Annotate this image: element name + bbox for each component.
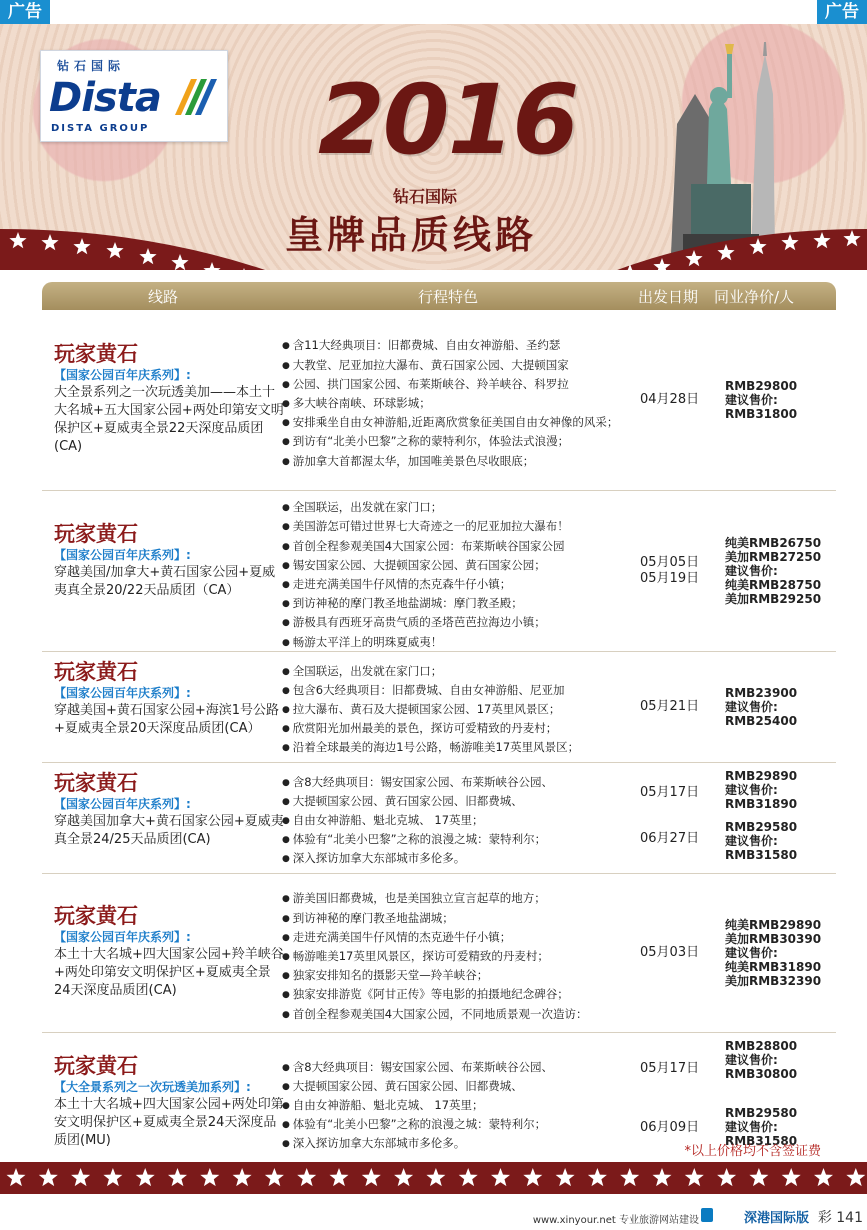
feature-item: ● 包含6大经典项目：旧都费城、自由女神游船、尼亚加 xyxy=(282,681,677,700)
hero-banner xyxy=(0,24,867,270)
feature-item: ● 全国联运，出发就在家门口； xyxy=(282,498,677,517)
table-row xyxy=(42,652,836,763)
price-line: 建议售价: xyxy=(725,1119,778,1134)
band-star-icon xyxy=(200,1168,219,1186)
page-footer xyxy=(0,1200,867,1230)
price-line: RMB25400 xyxy=(725,714,798,728)
band-star-icon xyxy=(394,1168,413,1186)
route-description: 本土十大名城+四大国家公园+羚羊峡谷+两处印第安文明保护区+夏威夷全景24天深度品质团(CA) xyxy=(54,947,284,998)
route-table xyxy=(42,282,836,1174)
band-star-icon xyxy=(426,1168,445,1186)
price-line: 美加RMB32390 xyxy=(725,974,822,988)
features-cell xyxy=(282,1058,677,1154)
feature-item: ● 公园、拱门国家公园、布莱斯峡谷、羚羊峡谷、科罗拉 xyxy=(282,375,677,394)
feature-item: ● 游加拿大首都渥太华，加国唯美景色尽收眼底； xyxy=(282,452,677,471)
table-row xyxy=(42,310,836,491)
price-cell xyxy=(725,686,835,728)
feature-item: ● 畅游太平洋上的明珠夏威夷！ xyxy=(282,633,677,652)
date-cell xyxy=(640,945,705,961)
price-line: 美加RMB27250 xyxy=(725,550,822,564)
logo-subtitle: DISTA GROUP xyxy=(51,123,150,134)
route-series: 【国家公园百年庆系列】: xyxy=(54,368,191,382)
departure-date: 05月17日 xyxy=(640,785,700,800)
band-star-icon xyxy=(620,1168,639,1186)
star-ribbon xyxy=(0,229,867,270)
price-line: 建议售价: xyxy=(725,783,778,797)
price-line: 美加RMB30390 xyxy=(725,932,822,946)
band-star-icon xyxy=(749,1168,768,1186)
departure-date: 05月05日 xyxy=(640,555,700,570)
feature-item: ● 游美国旧都费城，也是美国独立宣言起草的地方； xyxy=(282,889,677,908)
band-star-icon xyxy=(814,1168,833,1186)
route-cell xyxy=(54,904,286,1000)
band-star-icon xyxy=(168,1168,187,1186)
route-description: 大全景系列之一次玩透美加——本土十大名城+五大国家公园+两处印第安文明保护区+夏威夷全景22天深度品质团(CA) xyxy=(54,385,284,454)
feature-item: ● 独家安排游览《阿甘正传》等电影的拍摄地纪念碑谷； xyxy=(282,985,677,1004)
feature-item: ● 沿着全球最美的海边1号公路，畅游唯美17英里风景区； xyxy=(282,738,677,757)
statue-of-liberty-icon xyxy=(647,34,797,254)
features-cell xyxy=(282,662,677,758)
departure-date: 05月21日 xyxy=(640,699,700,714)
price-line: RMB29800 xyxy=(725,379,798,393)
price-line: RMB31800 xyxy=(725,407,798,421)
band-star-icon xyxy=(265,1168,284,1186)
route-cell xyxy=(54,660,286,738)
table-header xyxy=(42,282,836,310)
ad-label-right: 广告 xyxy=(817,0,867,24)
feature-item: ● 体验有“北美小巴黎”之称的浪漫之城：蒙特利尔； xyxy=(282,830,677,849)
feature-item: ● 大提顿国家公园、黄石国家公园、旧都费城、 xyxy=(282,1077,677,1096)
departure-date: 05月17日 xyxy=(640,1061,700,1076)
price-line: RMB29580 xyxy=(725,820,798,835)
features-cell xyxy=(282,336,677,470)
price-line: RMB31890 xyxy=(725,797,798,811)
price-cell xyxy=(725,918,835,988)
route-cell xyxy=(54,1054,286,1150)
price-line: RMB23900 xyxy=(725,686,798,700)
footer-edition: 深港国际版 xyxy=(743,1211,809,1226)
route-cell xyxy=(54,771,286,849)
feature-item: ● 全国联运，出发就在家门口； xyxy=(282,662,677,681)
date-cell xyxy=(640,392,705,408)
banner-slogan: 皇牌品质线路 xyxy=(285,213,538,257)
feature-item: ● 拉大瀑布、黄石及大提顿国家公园、17英里风景区； xyxy=(282,700,677,719)
price-line: 纯美RMB29890 xyxy=(725,918,822,932)
route-title: 玩家黄石 xyxy=(54,1054,138,1078)
price-cell xyxy=(725,763,835,873)
band-star-icon xyxy=(523,1168,542,1186)
header-features: 行程特色 xyxy=(418,288,479,306)
feature-item: ● 到访神秘的摩门教圣地盐湖城：摩门教圣殿； xyxy=(282,594,677,613)
feature-item: ● 深入探访加拿大东部城市多伦多。 xyxy=(282,849,677,868)
route-cell xyxy=(54,342,286,456)
feature-item: ● 自由女神游船、魁北克城、 17英里； xyxy=(282,1096,677,1115)
band-star-icon xyxy=(103,1168,122,1186)
feature-item: ● 锡安国家公园、大提顿国家公园、黄石国家公园； xyxy=(282,556,677,575)
route-title: 玩家黄石 xyxy=(54,660,138,684)
price-line: RMB31580 xyxy=(725,1133,798,1148)
header-price: 同业净价/人 xyxy=(714,288,795,306)
feature-item: ● 首创全程参观美国4大国家公园，不同地质景观一次造访： xyxy=(282,1005,677,1024)
band-star-icon xyxy=(136,1168,155,1186)
route-description: 穿越美国+黄石国家公园+海滨1号公路+夏威夷全景20天深度品质团(CA） xyxy=(54,703,280,736)
route-description: 本土十大名城+四大国家公园+两处印第安文明保护区+夏威夷全景24天深度品质团(MU) xyxy=(54,1097,284,1148)
feature-item: ● 畅游唯美17英里风景区，探访可爱精致的丹麦村； xyxy=(282,947,677,966)
page-number: 彩 141 xyxy=(817,1210,863,1226)
feature-item: ● 自由女神游船、魁北克城、 17英里； xyxy=(282,811,677,830)
band-star-icon xyxy=(233,1168,252,1186)
price-line: 建议售价: xyxy=(725,834,778,849)
price-cell xyxy=(725,536,835,606)
feature-item: ● 体验有“北美小巴黎”之称的浪漫之城：蒙特利尔； xyxy=(282,1115,677,1134)
feature-item: ● 大教堂、尼亚加拉大瀑布、黄石国家公园、大提顿国家 xyxy=(282,356,677,375)
route-description: 穿越美国/加拿大+黄石国家公园+夏威夷真全景20/22天品质团（CA） xyxy=(54,565,276,598)
feature-item: ● 美国游怎可错过世界七大奇迹之一的尼亚加拉大瀑布！ xyxy=(282,517,677,536)
route-title: 玩家黄石 xyxy=(54,342,138,366)
route-series: 【大全景系列之一次玩透美加系列】: xyxy=(54,1080,251,1094)
price-line: 纯美RMB26750 xyxy=(725,536,822,550)
banner-brand: 钻石国际 xyxy=(393,187,458,206)
price-line: RMB28800 xyxy=(725,1039,798,1053)
feature-item: ● 走进充满美国牛仔风情的杰克森牛仔小镇； xyxy=(282,575,677,594)
price-line: RMB31580 xyxy=(725,848,798,863)
band-star-icon xyxy=(7,1168,26,1186)
date-cell xyxy=(640,555,705,587)
features-cell xyxy=(282,498,677,652)
table-row xyxy=(42,763,836,874)
features-cell xyxy=(282,889,677,1023)
price-line: RMB30800 xyxy=(725,1067,798,1081)
band-star-icon xyxy=(685,1168,704,1186)
departure-date: 06月09日 xyxy=(640,1119,700,1135)
band-star-icon xyxy=(297,1168,316,1186)
date-cell xyxy=(640,699,705,715)
price-line: 建议售价: xyxy=(725,700,778,714)
price-line: 纯美RMB31890 xyxy=(725,960,822,974)
header-route: 线路 xyxy=(148,288,179,306)
date-cell xyxy=(640,763,705,873)
price-line: 建议售价: xyxy=(725,1053,778,1067)
route-series: 【国家公园百年庆系列】: xyxy=(54,548,191,562)
feature-item: ● 独家安排知名的摄影天堂—羚羊峡谷； xyxy=(282,966,677,985)
band-star-icon xyxy=(330,1168,349,1186)
band-star-icon xyxy=(459,1168,478,1186)
header-date: 出发日期 xyxy=(638,288,699,306)
footer-url: www.xinyour.net 专业旅游网站建设 xyxy=(532,1215,699,1226)
band-star-icon xyxy=(39,1168,58,1186)
price-note: *以上价格均不含签证费 xyxy=(684,1144,821,1159)
departure-date: 06月27日 xyxy=(640,831,700,847)
route-series: 【国家公园百年庆系列】: xyxy=(54,930,191,944)
feature-item: ● 首创全程参观美国4大国家公园：布莱斯峡谷国家公园 xyxy=(282,537,677,556)
feature-item: ● 安排乘坐自由女神游船,近距离欣赏象征美国自由女神像的风采； xyxy=(282,413,677,432)
feature-item: ● 深入探访加拿大东部城市多伦多。 xyxy=(282,1134,677,1153)
feature-item: ● 到访有“北美小巴黎”之称的蒙特利尔，体验法式浪漫； xyxy=(282,432,677,451)
route-series: 【国家公园百年庆系列】: xyxy=(54,686,191,700)
price-line: 建议售价: xyxy=(725,393,778,407)
banner-year: 2016 xyxy=(318,64,578,176)
band-star-icon xyxy=(362,1168,381,1186)
band-star-icon xyxy=(71,1168,90,1186)
price-cell xyxy=(725,379,835,421)
dista-logo xyxy=(40,50,228,142)
departure-date: 05月03日 xyxy=(640,945,700,960)
feature-item: ● 大提顿国家公园、黄石国家公园、旧都费城、 xyxy=(282,792,677,811)
route-series: 【国家公园百年庆系列】: xyxy=(54,797,191,811)
departure-date: 05月19日 xyxy=(640,571,700,586)
band-star-icon xyxy=(491,1168,510,1186)
band-star-icon xyxy=(782,1168,801,1186)
route-title: 玩家黄石 xyxy=(54,522,138,546)
logo-chinese-name: 钻石国际 xyxy=(57,59,126,73)
table-row xyxy=(42,491,836,652)
feature-item: ● 到访神秘的摩门教圣地盐湖城； xyxy=(282,909,677,928)
feature-item: ● 含11大经典项目：旧都费城、自由女神游船、圣约瑟 xyxy=(282,336,677,355)
route-title: 玩家黄石 xyxy=(54,904,138,928)
band-star-icon xyxy=(653,1168,672,1186)
logo-english-name: Dista xyxy=(49,75,161,121)
table-row xyxy=(42,874,836,1033)
price-line: 美加RMB29250 xyxy=(725,592,822,606)
band-star-icon xyxy=(588,1168,607,1186)
logo-stripes-icon xyxy=(169,71,217,119)
band-star-icon xyxy=(846,1168,865,1186)
feature-item: ● 多大峡谷南峡、环球影城； xyxy=(282,394,677,413)
price-line: RMB29890 xyxy=(725,769,798,783)
footer-logo-icon xyxy=(701,1208,713,1222)
ad-label-left: 广告 xyxy=(0,0,50,24)
price-line: 建议售价: xyxy=(725,946,778,960)
departure-date: 04月28日 xyxy=(640,392,700,407)
feature-item: ● 含8大经典项目：锡安国家公园、布莱斯峡谷公园、 xyxy=(282,773,677,792)
route-description: 穿越美国加拿大+黄石国家公园+夏威夷真全景24/25天品质团(CA) xyxy=(54,814,284,847)
feature-item: ● 含8大经典项目：锡安国家公园、布莱斯峡谷公园、 xyxy=(282,1058,677,1077)
route-title: 玩家黄石 xyxy=(54,771,138,795)
features-cell xyxy=(282,773,677,869)
feature-item: ● 走进充满美国牛仔风情的杰克逊牛仔小镇； xyxy=(282,928,677,947)
feature-item: ● 欣赏阳光加州最美的景色，探访可爱精致的丹麦村； xyxy=(282,719,677,738)
price-line: 建议售价: xyxy=(725,564,778,578)
price-line: RMB29580 xyxy=(725,1105,798,1120)
band-star-icon xyxy=(556,1168,575,1186)
route-cell xyxy=(54,522,286,600)
price-line: 纯美RMB28750 xyxy=(725,578,822,592)
feature-item: ● 游极具有西班牙高贵气质的圣塔芭芭拉海边小镇； xyxy=(282,613,677,632)
bottom-star-ribbon xyxy=(0,1162,867,1194)
band-star-icon xyxy=(717,1168,736,1186)
